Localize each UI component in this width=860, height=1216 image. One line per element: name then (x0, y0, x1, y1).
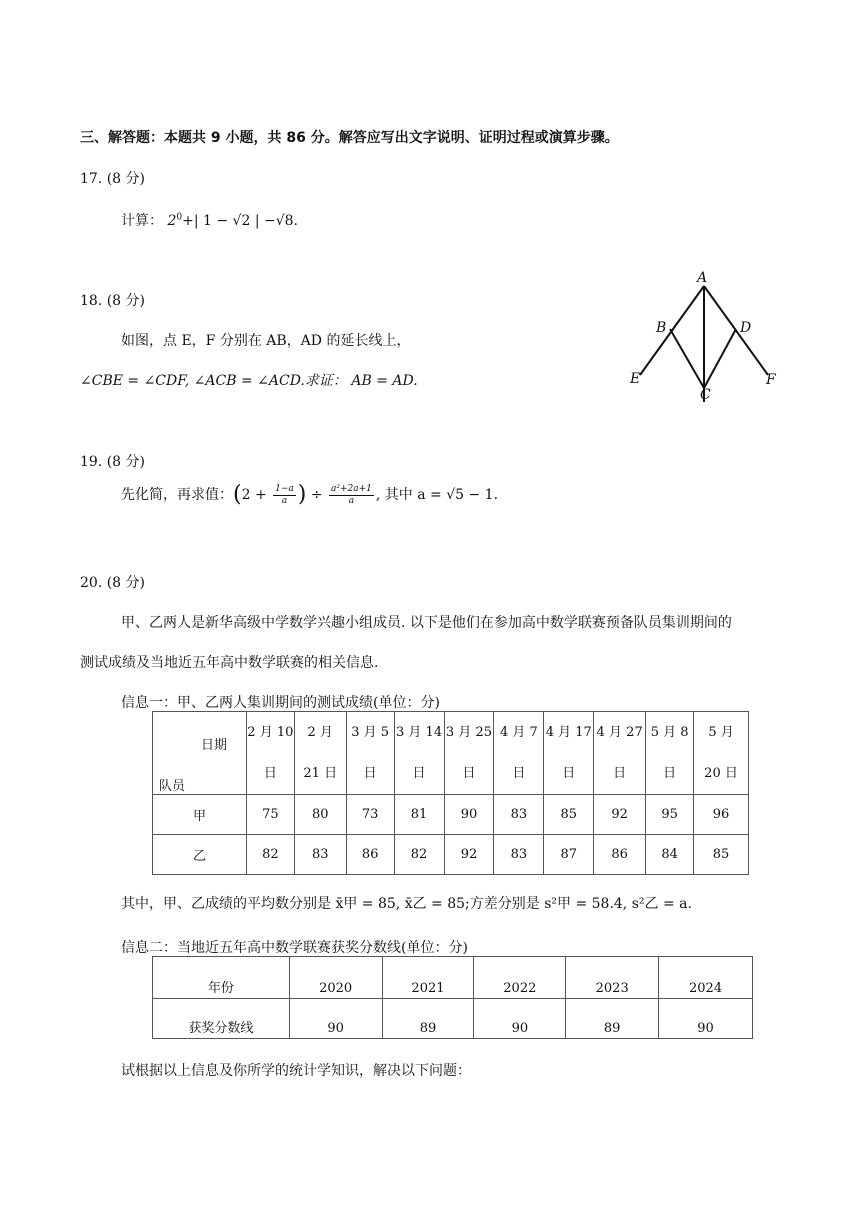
threshold-header-row (153, 957, 753, 999)
score-cell: 85 (544, 795, 594, 835)
table-row-jia (153, 795, 749, 835)
threshold-cell: 89 (566, 999, 659, 1039)
scores-table-header (153, 712, 749, 795)
closing-line: 试根据以上信息及你所学的统计学知识，解决以下问题： (121, 1063, 471, 1079)
score-cell: 81 (394, 795, 444, 835)
year-cell: 2021 (382, 957, 474, 999)
member-name: 甲 (153, 795, 247, 835)
info2-title: 信息二：当地近五年高中数学联赛获奖分数线(单位：分) (121, 940, 468, 956)
info1-title: 信息一：甲、乙两人集训期间的测试成绩(单位：分) (121, 695, 440, 711)
q19-prefix: 先化简，再求值： (121, 487, 233, 503)
threshold-cell: 90 (659, 999, 753, 1039)
q17-number: 17. (8 分) (80, 171, 145, 187)
q19-frac2-num: a²+2a+1 (331, 483, 372, 494)
score-cell: 75 (246, 795, 294, 835)
score-cell: 82 (394, 835, 444, 875)
q20-number: 20. (8 分) (80, 575, 145, 591)
q17-rest: +| 1 − √2 | −√8. (182, 213, 298, 229)
q19-frac1-num: 1−a (275, 483, 294, 494)
q18-number: 18. (8 分) (80, 293, 145, 309)
q19-close-paren: ) (297, 482, 307, 507)
label-b: B (656, 320, 667, 336)
stats-line: 其中，甲、乙成绩的平均数分别是 x̄甲 = 85, x̄乙 = 85;方差分别是 s²甲 = 58.4, s²乙 = a. (121, 896, 692, 912)
q19-frac1-den: a (281, 495, 288, 506)
score-cell: 84 (646, 835, 694, 875)
label-c: C (700, 387, 711, 403)
corner-member-label: 队员 (159, 779, 186, 794)
date-cell: 4 月 27 日 (594, 712, 646, 795)
year-cell: 2024 (659, 957, 753, 999)
score-cell: 92 (594, 795, 646, 835)
line-bc (670, 329, 704, 388)
score-cell: 92 (444, 835, 494, 875)
year-cell: 2023 (566, 957, 659, 999)
q19-divide: ÷ (306, 487, 328, 503)
date-cell: 2 月 21 日 (294, 712, 346, 795)
date-cell: 3 月 14 日 (394, 712, 444, 795)
scores-table (152, 711, 749, 875)
score-cell: 80 (294, 795, 346, 835)
label-f: F (766, 372, 776, 388)
member-name: 乙 (153, 835, 247, 875)
score-cell: 96 (694, 795, 749, 835)
table-row-yi (153, 835, 749, 875)
q20-paragraph-1: 甲、乙两人是新华高级中学数学兴趣小组成员. 以下是他们在参加高中数学联赛预备队员集训期间的 (121, 615, 732, 631)
date-cell: 5 月 8 日 (646, 712, 694, 795)
threshold-table (152, 956, 753, 1039)
date-cell: 2 月 10 日 (246, 712, 294, 795)
date-cell: 3 月 25 日 (444, 712, 494, 795)
q19-frac2-den: a (348, 495, 355, 506)
q17-expression (121, 210, 298, 230)
geometry-figure (620, 262, 790, 412)
score-cell: 86 (594, 835, 646, 875)
threshold-cell: 90 (289, 999, 382, 1039)
q20-paragraph-2: 测试成绩及当地近五年高中数学联赛的相关信息. (80, 655, 379, 671)
score-cell: 87 (544, 835, 594, 875)
score-cell: 95 (646, 795, 694, 835)
q17-prefix: 计算： (121, 213, 163, 229)
table-corner-cell (153, 712, 247, 795)
year-cell: 2022 (474, 957, 566, 999)
q19-number: 19. (8 分) (80, 454, 145, 470)
corner-date-label: 日期 (201, 738, 228, 753)
threshold-cell: 90 (474, 999, 566, 1039)
date-cell: 5 月 20 日 (694, 712, 749, 795)
score-cell: 83 (494, 795, 544, 835)
score-cell: 82 (246, 835, 294, 875)
date-cell: 4 月 7 日 (494, 712, 544, 795)
q19-fraction-2 (329, 484, 374, 507)
q19-open-paren: ( (233, 482, 242, 507)
year-cell: 2020 (289, 957, 382, 999)
score-cell: 83 (494, 835, 544, 875)
label-e: E (630, 371, 641, 387)
threshold-label: 获奖分数线 (153, 999, 290, 1039)
q19-two-plus: 2 + (241, 487, 272, 503)
score-cell: 90 (444, 795, 494, 835)
score-cell: 83 (294, 835, 346, 875)
label-a: A (697, 270, 708, 286)
q17-base: 2 (167, 213, 177, 229)
q19-fraction-1 (273, 484, 296, 507)
line-dc (704, 329, 736, 388)
threshold-cell: 89 (382, 999, 474, 1039)
q18-line2: ∠CBE = ∠CDF, ∠ACB = ∠ACD.求证： AB = AD. (80, 373, 418, 389)
date-cell: 4 月 17 日 (544, 712, 594, 795)
date-cell: 3 月 5 日 (346, 712, 394, 795)
score-cell: 85 (694, 835, 749, 875)
q19-suffix: , 其中 a = √5 − 1. (375, 487, 499, 503)
q18-line1: 如图，点 E，F 分别在 AB，AD 的延长线上， (121, 333, 411, 349)
score-cell: 86 (346, 835, 394, 875)
q19-expression (121, 482, 498, 508)
year-header: 年份 (153, 957, 290, 999)
q17-exponent: 0 (176, 212, 183, 223)
score-cell: 73 (346, 795, 394, 835)
section-title: 三、解答题：本题共 9 小题，共 86 分。解答应写出文字说明、证明过程或演算步骤。 (80, 130, 619, 146)
threshold-row (153, 999, 753, 1039)
label-d: D (740, 320, 752, 336)
